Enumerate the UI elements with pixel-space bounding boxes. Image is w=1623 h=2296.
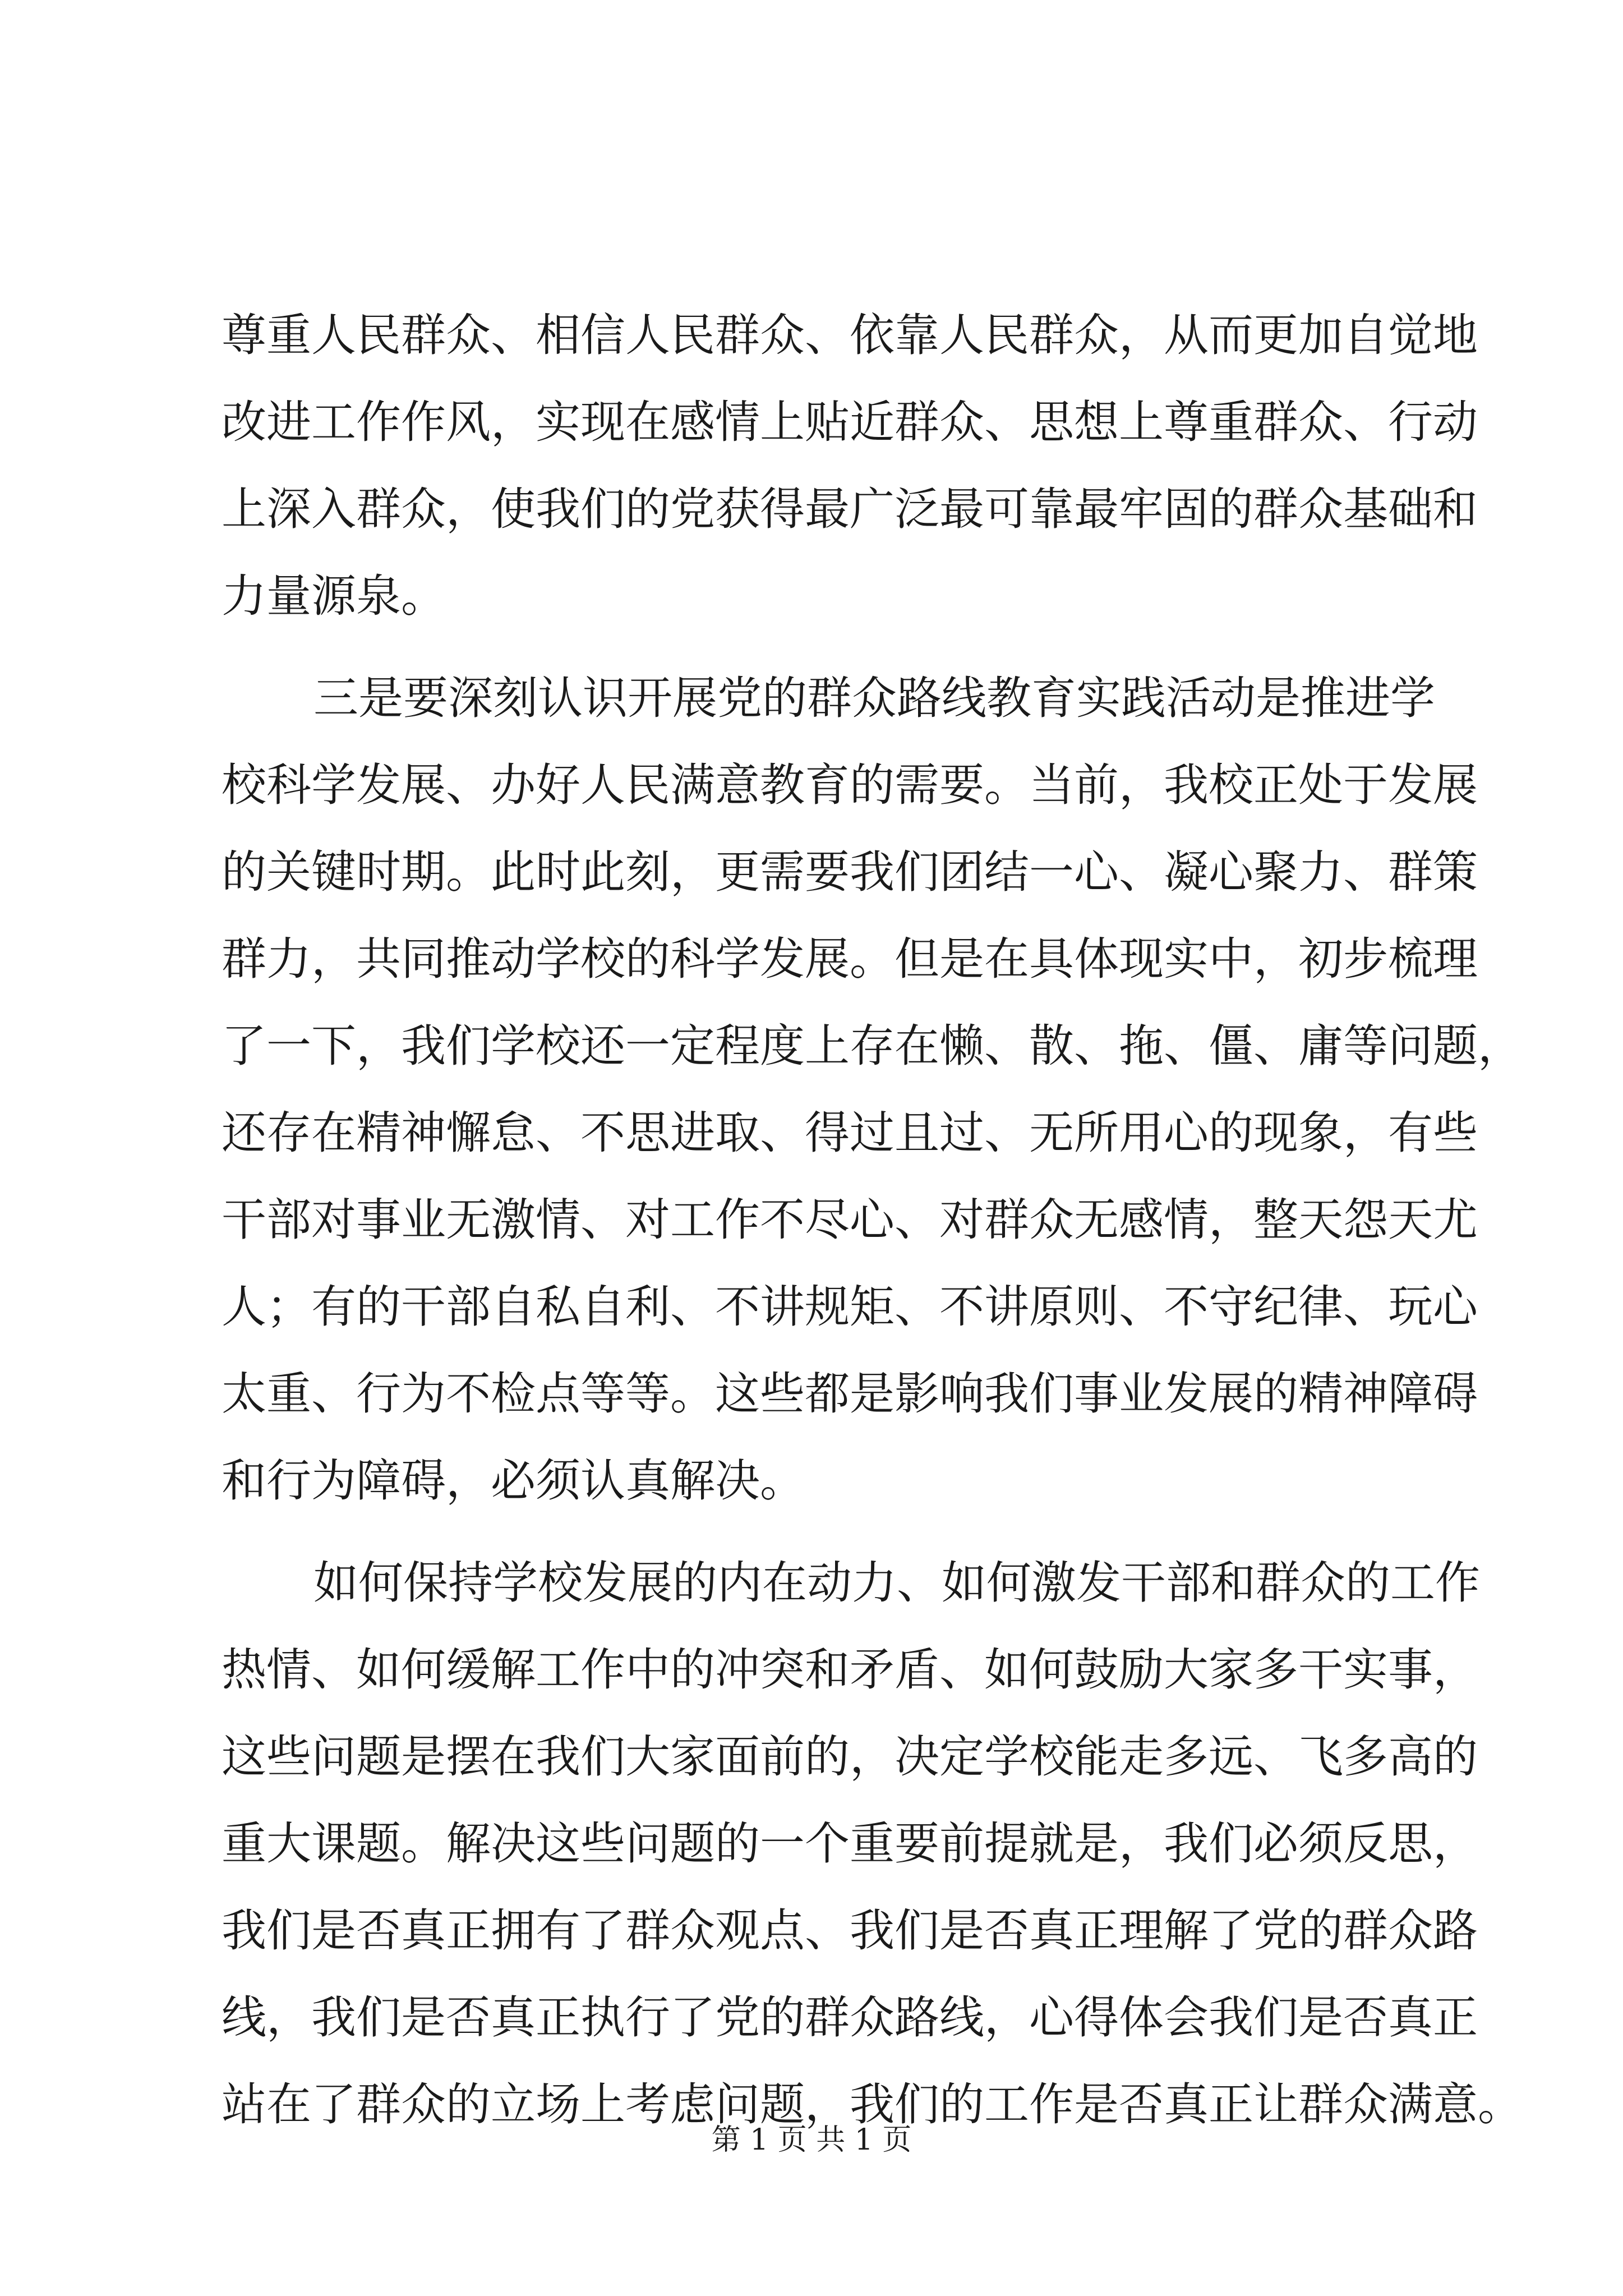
text-line: 干部对事业无激情、对工作不尽心、对群众无感情，整天怨天尤 (222, 1194, 1478, 1246)
text-line: 三是要深刻认识开展党的群众路线教育实践活动是推进学 (313, 672, 1435, 724)
text-line: 如何保持学校发展的内在动力、如何激发干部和群众的工作 (313, 1557, 1480, 1609)
body-text (222, 292, 1523, 2148)
text-line: 校科学发展、办好人民满意教育的需要。当前，我校正处于发展 (222, 759, 1478, 811)
text-line: 尊重人民群众、相信人民群众、依靠人民群众，从而更加自觉地 (222, 309, 1478, 361)
text-line: 群力，共同推动学校的科学发展。但是在具体现实中，初步梳理 (222, 933, 1478, 985)
text-line: 我们是否真正拥有了群众观点、我们是否真正理解了党的群众路 (222, 1904, 1478, 1957)
text-line: 重大课题。解决这些问题的一个重要前提就是，我们必须反思， (222, 1818, 1478, 1870)
text-line: 热情、如何缓解工作中的冲突和矛盾、如何鼓励大家多干实事， (222, 1644, 1478, 1696)
paragraph-2 (222, 655, 1523, 1524)
paragraph-1 (222, 292, 1478, 639)
text-line: 线，我们是否真正执行了党的群众路线，心得体会我们是否真正 (222, 1991, 1478, 2044)
paragraph-3 (222, 1539, 1523, 2148)
text-line: 改进工作作风，实现在感情上贴近群众、思想上尊重群众、行动 (222, 396, 1478, 448)
text-line: 这些问题是摆在我们大家面前的，决定学校能走多远、飞多高的 (222, 1731, 1478, 1783)
text-line: 力量源泉。 (222, 570, 446, 622)
text-line: 太重、行为不检点等等。这些都是影响我们事业发展的精神障碍 (222, 1368, 1478, 1420)
text-line: 和行为障碍，必须认真解决。 (222, 1455, 805, 1507)
text-line: 还存在精神懈怠、不思进取、得过且过、无所用心的现象，有些 (222, 1107, 1478, 1159)
text-line: 的关键时期。此时此刻，更需要我们团结一心、凝心聚力、群策 (222, 846, 1478, 898)
text-line: 上深入群众，使我们的党获得最广泛最可靠最牢固的群众基础和 (222, 483, 1478, 535)
text-line: 人；有的干部自私自利、不讲规矩、不讲原则、不守纪律、玩心 (222, 1281, 1478, 1333)
text-line: 了一下，我们学校还一定程度上存在懒、散、拖、僵、庸等问题， (222, 1020, 1523, 1072)
page-footer: 第 1 页 共 1 页 (711, 2123, 912, 2157)
text-line: 站在了群众的立场上考虑问题，我们的工作是否真正让群众满意。 (222, 2078, 1523, 2131)
